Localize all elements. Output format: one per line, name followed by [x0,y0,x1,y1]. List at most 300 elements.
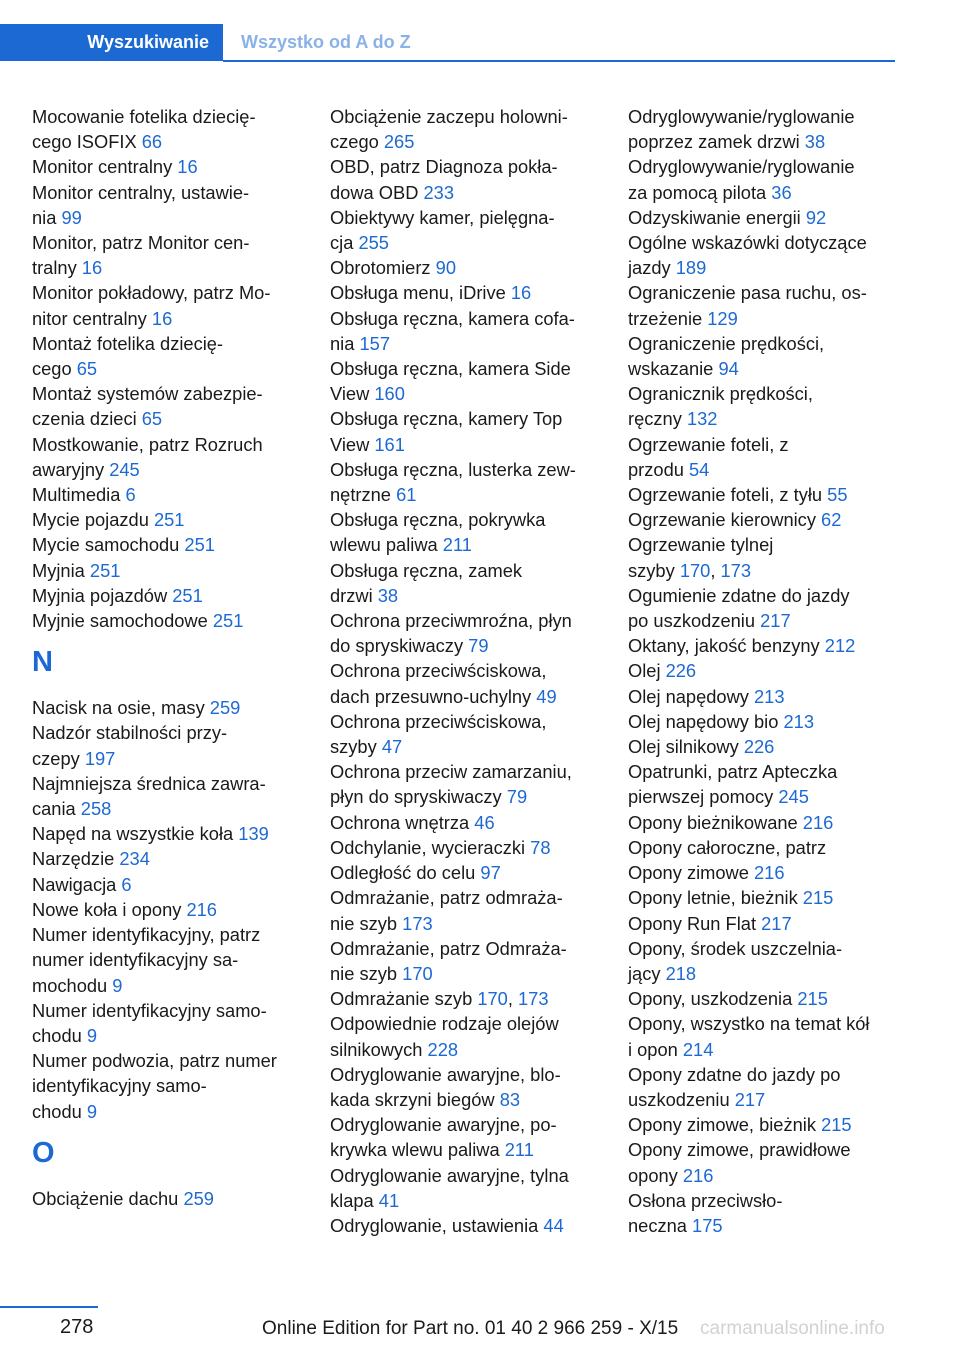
page-reference-link[interactable]: 211 [442,534,472,556]
entry-text: Obrotomierz [330,257,436,279]
index-entry [628,1062,903,1112]
entry-text: i opon [628,1038,683,1060]
entry-text: Mostkowanie, patrz Rozruch [32,433,263,455]
page-reference-link[interactable]: 214 [682,1038,714,1060]
entry-text: dowa OBD [330,181,424,203]
index-entry [628,331,903,381]
entry-text: Odryglowywanie/ryglowanie [628,106,855,127]
page-reference-link[interactable]: 218 [665,962,697,984]
index-entry [628,911,903,936]
page-reference-link[interactable]: 173 [518,988,549,1010]
index-entry [32,482,307,507]
page-reference-link[interactable]: 16 [510,282,532,304]
entry-text: Monitor, patrz Monitor cen- [32,232,250,254]
index-column-1 [32,104,307,1211]
entry-text: Odpowiednie rodzaje olejów [330,1013,559,1035]
entry-text: Odmrażanie szyb [330,988,478,1010]
page-reference-link[interactable]: 9 [112,974,123,996]
entry-text: Montaż fotelika dziecię- [32,332,224,354]
edition-note: Online Edition for Part no. 01 40 2 966 259 - X/15 [262,1318,679,1339]
entry-text: cania [32,798,81,820]
entry-text: Opony zdatne do jazdy po [628,1063,841,1085]
header-divider [223,60,895,62]
page-reference-link[interactable]: 97 [480,862,501,884]
index-entry [628,633,903,658]
entry-text: Ogranicznik prędkości, [628,383,813,405]
page-reference-link[interactable]: 215 [802,887,834,909]
page-reference-link[interactable]: 47 [381,736,403,758]
entry-text: ręczny [628,408,687,430]
entry-text: Ogrzewanie tylnej [628,534,774,556]
index-entry [330,986,605,1011]
entry-text: dach przesuwno-uchylny [330,685,537,707]
entry-text: krywka wlewu paliwa [330,1139,505,1161]
page-reference-link[interactable]: 129 [707,307,738,329]
index-entry [32,104,307,154]
entry-text: Montaż systemów zabezpie- [32,383,263,405]
index-entry [32,558,307,583]
entry-text: szyby [330,736,382,758]
entry-text: czenia dzieci [32,408,142,430]
page-reference-link[interactable]: 217 [734,1088,766,1110]
entry-text: Opony letnie, bieżnik [628,887,803,909]
page-reference-link[interactable]: 61 [396,484,417,506]
index-entry [628,205,903,230]
index-entry [330,507,605,557]
entry-text: Myjnia pojazdów [32,584,173,606]
index-entry [32,846,307,871]
entry-text: nie szyb [330,962,403,984]
entry-text: pierwszej pomocy [628,786,779,808]
entry-text: Opony bieżnikowane [628,811,803,833]
page-reference-link[interactable]: 197 [84,747,116,769]
page-reference-link[interactable]: 170 [402,962,433,984]
index-entry [628,482,903,507]
index-entry [628,532,903,582]
entry-text: numer identyfikacyjny sa- [32,949,239,971]
entry-text: Obiektywy kamer, pielęgna- [330,206,555,228]
index-entry [32,331,307,381]
page-reference-link[interactable]: 92 [805,206,827,228]
entry-text: identyfikacyjny samo- [32,1075,207,1097]
entry-text: chodu [32,1100,87,1122]
entry-text: Odryglowywanie/ryglowanie [628,156,855,178]
entry-text: Ogrzewanie foteli, z [628,433,789,455]
page-reference-link[interactable]: 217 [760,610,791,632]
entry-text: , [507,988,519,1010]
entry-text: Odryglowanie, ustawienia [330,1214,544,1236]
page-reference-link[interactable]: 216 [802,811,834,833]
index-entry [330,759,605,809]
entry-text: Mycie samochodu [32,534,185,556]
page-reference-link[interactable]: 216 [682,1164,714,1186]
index-entry [330,255,605,280]
page-reference-link[interactable]: 16 [151,307,173,329]
entry-text: nitor centralny [32,307,152,329]
page-reference-link[interactable]: 78 [530,836,551,858]
page-reference-link[interactable]: 41 [378,1189,400,1211]
entry-text: Nawigacja [32,873,122,895]
entry-text: Obsługa ręczna, pokrywka [330,509,546,531]
entry-text: cego ISOFIX [32,131,142,153]
index-entry [32,583,307,608]
page-reference-link[interactable]: 16 [177,156,198,178]
entry-text: przodu [628,458,689,480]
page-reference-link[interactable]: 217 [761,912,792,934]
index-entry [628,1011,903,1061]
entry-text: Monitor centralny, ustawie- [32,181,250,203]
page-reference-link[interactable]: 259 [209,697,241,719]
entry-text: Osłona przeciwsło- [628,1189,783,1211]
entry-text: Opony zimowe [628,862,754,884]
index-entry [32,180,307,230]
entry-text: drzwi [330,584,378,606]
entry-text: Opony, środek uszczelnia- [628,937,843,959]
page-reference-link[interactable]: 226 [665,660,697,682]
index-entry [32,897,307,922]
entry-text: Olej [628,660,666,682]
page-reference-link[interactable]: 213 [783,710,815,732]
index-column-2 [330,104,605,1238]
page-reference-link[interactable]: 65 [76,358,98,380]
index-entry [628,759,903,809]
entry-text: Numer identyfikacyjny samo- [32,999,267,1021]
entry-text: Opony, uszkodzenia [628,988,798,1010]
page-reference-link[interactable]: 99 [61,206,82,228]
index-entry [32,720,307,770]
page-reference-link[interactable]: 234 [119,848,150,870]
entry-text: Odryglowanie awaryjne, tylna [330,1164,569,1186]
index-entry [628,104,903,154]
index-entry [32,821,307,846]
page-reference-link[interactable]: 44 [543,1214,564,1236]
page-reference-link[interactable]: 90 [435,257,456,279]
entry-text: po uszkodzeniu [628,610,761,632]
entry-text: Obsługa ręczna, kamera Side [330,358,571,380]
entry-text: Numer podwozia, patrz numer [32,1050,277,1072]
entry-text: płyn do spryskiwaczy [330,786,507,808]
page-reference-link[interactable]: 226 [743,736,775,758]
entry-text: Odchylanie, wycieraczki [330,836,531,858]
index-entry [32,695,307,720]
entry-text: neczna [628,1214,693,1236]
page-reference-link[interactable]: 258 [80,798,112,820]
entry-text: Monitor centralny [32,156,178,178]
entry-text: Ograniczenie prędkości, [628,332,825,354]
entry-text: Ochrona przeciwściskowa, [330,710,547,732]
page-reference-link[interactable]: 132 [686,408,718,430]
index-entry [330,1112,605,1162]
page-reference-link[interactable]: 94 [718,358,739,380]
page-reference-link[interactable]: 170 [477,988,508,1010]
index-entry [628,810,903,835]
index-entry [330,205,605,255]
footer-divider [0,1306,98,1308]
entry-text: nia [330,332,360,354]
entry-text: Ochrona przeciw zamarzaniu, [330,761,572,783]
index-entry [32,608,307,633]
page-reference-link[interactable]: 213 [754,685,785,707]
entry-text: wlewu paliwa [330,534,443,556]
index-entry [330,1213,605,1238]
page-reference-link[interactable]: 233 [423,181,454,203]
entry-text: szyby [628,559,680,581]
page-reference-link[interactable]: 66 [141,131,163,153]
index-entry [330,406,605,456]
entry-text: mochodu [32,974,113,996]
entry-text: Obsługa menu, iDrive [330,282,511,304]
entry-text: View [330,433,375,455]
page-reference-link[interactable]: 228 [427,1038,459,1060]
entry-text: Opony całoroczne, patrz [628,836,827,858]
page-reference-link[interactable]: 251 [184,534,215,556]
page-reference-link[interactable]: 9 [86,1024,98,1046]
index-entry [628,1112,903,1137]
page-reference-link[interactable]: 173 [402,912,433,934]
index-entry [330,1062,605,1112]
entry-text: cja [330,232,359,254]
entry-text: OBD, patrz Diagnoza pokła- [330,156,558,178]
index-entry [32,1186,307,1211]
index-entry [628,835,903,885]
page-reference-link[interactable]: 9 [86,1100,98,1122]
index-entry [330,104,605,154]
entry-text: czego [330,131,384,153]
entry-text: Obsługa ręczna, kamera cofa- [330,307,575,329]
entry-text: awaryjny [32,458,110,480]
entry-text: czepy [32,747,85,769]
tab-wyszukiwanie[interactable]: Wyszukiwanie [0,24,223,61]
page-reference-link[interactable]: 215 [821,1114,852,1136]
page-reference-link[interactable]: 251 [212,610,244,632]
entry-text: jazdy [628,257,676,279]
page-reference-link[interactable]: 55 [827,484,848,506]
index-column-3 [628,104,903,1238]
page-reference-link[interactable]: 251 [153,509,185,531]
section-letter: O [32,1136,55,1169]
entry-text: Olej napędowy [628,685,755,707]
entry-text: Opony, wszystko na temat kół [628,1013,870,1035]
entry-text: Ochrona przeciwściskowa, [330,660,547,682]
index-entry [330,608,605,658]
entry-text: Odległość do celu [330,862,481,884]
index-entry [628,507,903,532]
page-reference-link[interactable]: 173 [720,559,752,581]
entry-text: uszkodzeniu [628,1088,735,1110]
entry-text: , [710,559,721,581]
index-entry [330,1163,605,1213]
entry-text: cego [32,358,77,380]
entry-text: Olej napędowy bio [628,710,784,732]
page-reference-link[interactable]: 215 [797,988,828,1010]
index-entry [32,922,307,998]
entry-text: Ogrzewanie kierownicy [628,509,822,531]
index-entry [628,936,903,986]
entry-text: Obsługa ręczna, lusterka zew- [330,458,576,480]
entry-text: Opony zimowe, prawidłowe [628,1139,851,1161]
entry-text: chodu [32,1024,87,1046]
section-letter: N [32,646,53,679]
entry-text: klapa [330,1189,379,1211]
page-reference-link[interactable]: 79 [506,786,528,808]
entry-text: opony [628,1164,683,1186]
entry-text: jący [628,962,666,984]
entry-text: Opatrunki, patrz Apteczka [628,761,838,783]
index-entry [32,280,307,330]
index-entry [32,872,307,897]
page-reference-link[interactable]: 212 [824,635,856,657]
entry-text: nia [32,206,62,228]
entry-text: Narzędzie [32,848,120,870]
entry-text: tralny [32,257,82,279]
entry-text: Mycie pojazdu [32,509,154,531]
index-entry [330,1011,605,1061]
index-entry [330,658,605,708]
page-reference-link[interactable]: 6 [125,484,136,506]
page-reference-link[interactable]: 6 [121,873,132,895]
index-entry [628,1188,903,1238]
entry-text: nętrzne [330,484,397,506]
page-reference-link[interactable]: 16 [81,257,103,279]
entry-text: Nadzór stabilności przy- [32,722,228,744]
entry-text: poprzez zamek drzwi [628,131,805,153]
page-reference-link[interactable]: 62 [821,509,842,531]
page-reference-link[interactable]: 265 [383,131,415,153]
page-reference-link[interactable]: 161 [374,433,405,455]
page-reference-link[interactable]: 175 [692,1214,723,1236]
entry-text: Ogrzewanie foteli, z tyłu [628,484,828,506]
page-reference-link[interactable]: 46 [474,811,495,833]
index-entry [32,381,307,431]
index-entry [330,558,605,608]
index-entry [330,860,605,885]
header [0,0,960,62]
entry-text: Monitor pokładowy, patrz Mo- [32,282,271,304]
index-entry [628,381,903,431]
entry-text: Opony zimowe, bieżnik [628,1114,822,1136]
index-entry [628,734,903,759]
page-reference-link[interactable]: 170 [679,559,711,581]
entry-text: nie szyb [330,912,403,934]
entry-text: Odryglowanie awaryjne, blo- [330,1063,561,1085]
entry-text: Odzyskiwanie energii [628,206,806,228]
page-reference-link[interactable]: 216 [186,898,217,920]
page-reference-link[interactable]: 65 [141,408,163,430]
page-reference-link[interactable]: 189 [675,257,707,279]
index-entry [628,280,903,330]
entry-text: Nacisk na osie, masy [32,697,210,719]
entry-text: Myjnie samochodowe [32,610,213,632]
index-entry [330,810,605,835]
index-entry [628,583,903,633]
entry-text: Ogumienie zdatne do jazdy [628,584,850,606]
index-entry [32,998,307,1048]
entry-text: trzeżenie [628,307,708,329]
index-entry [628,658,903,683]
index-entry [330,457,605,507]
index-entry [628,154,903,204]
entry-text: Obsługa ręczna, zamek [330,559,523,581]
index-entry [628,1137,903,1187]
index-entry [628,230,903,280]
index-entry [628,986,903,1011]
page-reference-link[interactable]: 251 [172,584,203,606]
entry-text: do spryskiwaczy [330,635,469,657]
index-entry [32,432,307,482]
entry-text: Olej silnikowy [628,736,744,758]
index-entry [32,771,307,821]
entry-text: wskazanie [628,358,719,380]
page-reference-link[interactable]: 38 [377,584,399,606]
entry-text: Opony Run Flat [628,912,762,934]
page-reference-link[interactable]: 160 [374,383,405,405]
page-reference-link[interactable]: 157 [359,332,390,354]
page-reference-link[interactable]: 36 [771,181,792,203]
entry-text: Mocowanie fotelika dziecię- [32,106,256,127]
entry-text: Obsługa ręczna, kamery Top [330,408,563,430]
entry-text: Odmrażanie, patrz odmraża- [330,887,563,909]
entry-text: Ogólne wskazówki dotyczące [628,232,867,254]
index-entry [628,432,903,482]
entry-text: Obciążenie zaczepu holowni- [330,106,568,127]
index-entry [628,684,903,709]
index-entry [330,306,605,356]
index-entry [330,885,605,935]
page-reference-link[interactable]: 245 [778,786,809,808]
entry-text: Najmniejsza średnica zawra- [32,772,266,794]
entry-text: kada skrzyni biegów [330,1088,500,1110]
page-reference-link[interactable]: 259 [183,1187,214,1209]
entry-text: za pomocą pilota [628,181,772,203]
index-entry [32,230,307,280]
index-entry [32,532,307,557]
page-reference-link[interactable]: 49 [536,685,557,707]
index-entry [32,154,307,179]
entry-text: Napęd na wszystkie koła [32,823,239,845]
page-reference-link[interactable]: 251 [89,559,121,581]
page-reference-link[interactable]: 211 [504,1139,534,1161]
page-reference-link[interactable]: 54 [688,458,710,480]
index-entry [330,356,605,406]
page-reference-link[interactable]: 245 [109,458,140,480]
entry-text: Ograniczenie pasa ruchu, os- [628,282,867,304]
index-entry [32,1048,307,1124]
entry-text: Oktany, jakość benzyny [628,635,825,657]
page-reference-link[interactable]: 83 [499,1088,521,1110]
page-number: 278 [60,1316,94,1338]
entry-text: Multimedia [32,484,126,506]
index-entry [330,835,605,860]
tab-wszystko-od-a-do-z[interactable]: Wszystko od A do Z [241,32,411,52]
index-entry [628,709,903,734]
entry-text: Odryglowanie awaryjne, po- [330,1114,557,1136]
entry-text: Numer identyfikacyjny, patrz [32,924,261,946]
page-reference-link[interactable]: 255 [358,232,389,254]
page-reference-link[interactable]: 216 [754,862,785,884]
entry-text: Odmrażanie, patrz Odmraża- [330,937,567,959]
index-entry [330,709,605,759]
watermark: carmanualsonline.info [700,1318,885,1339]
entry-text: Ochrona wnętrza [330,811,475,833]
entry-text: Myjnia [32,559,90,581]
page-reference-link[interactable]: 139 [238,823,269,845]
entry-text: silnikowych [330,1038,428,1060]
page-reference-link[interactable]: 79 [468,635,489,657]
index-entry [330,936,605,986]
page-reference-link[interactable]: 38 [804,131,826,153]
index-entry [330,280,605,305]
entry-text: Nowe koła i opony [32,898,187,920]
